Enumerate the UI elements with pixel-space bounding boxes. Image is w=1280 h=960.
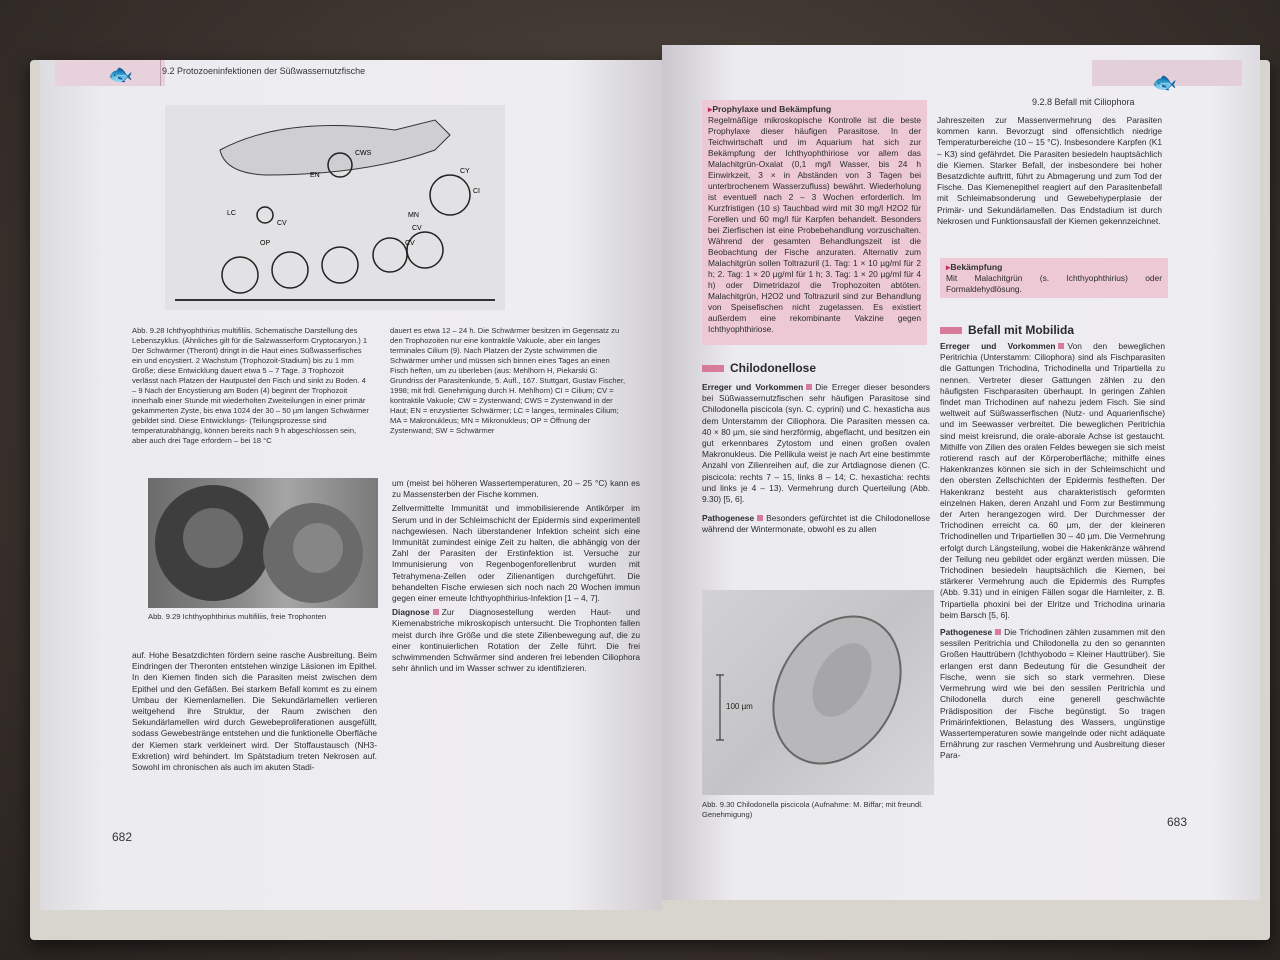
running-header-left: 9.2 Protozoeninfektionen der Süßwassernutzfische	[162, 66, 366, 76]
label-cv3: CV	[277, 220, 287, 227]
scale-bar-label: 100 µm	[726, 702, 753, 711]
chilodonellose-heading: Chilodonellose	[702, 361, 816, 375]
left-page-left-column	[132, 650, 377, 776]
bekaempfung-title: ▸ Bekämpfung	[946, 262, 1162, 273]
caption-9-28-part1: Abb. 9.28 Ichthyophthirius multifiliis. Schematische Darstellung des Lebenszyklus. (Ähnliches gilt für die Salzwasserform Cryptocaryon.) 1 Der Schwärmer (Theront) dringt in die Haut eines Süßwasserfisches ein und encystiert. 2 Wachstum (Trophozoit-Stadium) bis zu 1 mm Größe; diese Entwicklung dauert etwa 5 – 7 Tage. 3 Trophozoit verlässt nach Platzen der Hautpustel den Fisch und sinkt zu Boden. 4 – 9 Nach der Encystierung am Boden (4) beginnt der Trophozoit innerhalb einer Stunde mit wiederholten Zweiteilungen in einer primär gekammerten Zyste, bis etwa 1024 der 30 – 50 µm langen Schwärmer gebildet sind. Diese Entwicklungs- (Teilungsprozesse sind temperaturabhängig, können bereits nach 9 h abgeschlossen sein, aber auch drei Tage erfordern – bei 18 °C	[132, 326, 369, 445]
label-mn: MN	[408, 212, 419, 219]
figure-9-30-photo	[702, 590, 934, 795]
page-number-left: 682	[112, 830, 133, 844]
label-en: EN	[310, 172, 320, 179]
caption-9-29: Abb. 9.29 Ichthyophthirius multifiliis, freie Trophonten	[148, 612, 327, 621]
label-ci: CI	[473, 188, 480, 195]
running-header-right: 9.2.8 Befall mit Ciliophora	[1032, 97, 1135, 107]
paragraph: um (meist bei höheren Wassertemperaturen, 20 – 25 °C) kann es zu Massensterben der Fische kommen.	[392, 478, 640, 500]
mobilida-heading: Befall mit Mobilida	[940, 323, 1074, 337]
left-page	[40, 60, 662, 910]
diagnose-label: Diagnose	[392, 607, 442, 617]
mob-erreger-text: Von den beweglichen Peritrichia (Unterstamm: Ciliophora) sind als Fischparasiten die Gattungen Trichodina, Trichodinella und Tripartiella zu nennen. Vertreter dieser Gattungen zählen zu den häufigsten Fischparasiten überhaupt. In geringen Zahlen findet man Trichodinen auf nahezu jedem Fisch. Sie sind weltweit auf Süßwasserfischen (Nutz- und Aquarienfische) und im Seewasser verbreitet. Die beweglichen Peritrichia sind meist kreisrund, die orale-aborale Achse ist gestaucht. Mithilfe von Zilien des oralen Feldes bewegen sie sich meist rotierend rasch auf der Körperoberfläche; mithilfe eines Hakenkranzes können sie sich in der Schleimschicht und den obersten Zellschichten der Epidermis festheften. Der Hakenkranz besteht aus charakteristisch geformten einzelnen Haken, deren Anzahl und Form zur Bestimmung der Arten herangezogen wird. Der Durchmesser der Trichodinen erreicht ca. 60 µm, der der kleineren Trichodinellen und Tripartiellen 30 – 40 µm. Die Vermehrung erfolgt durch Längsteilung, wobei die Hakenkränze während der Teilung neu gebildet oder ergänzt werden müssen. Die Trichodinen besiedeln hauptsächlich die Kiemen, bei stärkerer Vermehrung auch die Epidermis des Rumpfes (Abb. 9.31) und in einigen Fällen sogar die Harnleiter, z. B. Tripartiella phoxini bei der Elritze und Trichodina urinaria beim Barsch [5, 6].	[940, 341, 1165, 620]
diagnose-paragraph: Diagnose Zur Diagnosestellung werden Haut- und Kiemenabstriche mikroskopisch untersucht. Die Trophonten fallen meist durch ihre Größe und die stete Zilienbewegung auf, die zu einer kontinuierlichen Rotation der Zelle führt. Die frei schwimmenden Schwärmer sind anderen frei lebenden Ciliophora sehr ähnlich und im Wasser schwer zu identifizieren.	[392, 607, 640, 674]
figure-9-28-lifecycle	[165, 105, 505, 310]
right-page-right-column	[937, 115, 1162, 230]
label-op: OP	[260, 240, 271, 247]
mobilida-section	[940, 341, 1165, 765]
lifecycle-diagram	[165, 105, 505, 310]
label-cv1: CV	[412, 225, 422, 232]
paragraph: auf. Hohe Besatzdichten fördern seine rasche Ausbreitung. Beim Eindringen der Theronten entstehen winzige Läsionen im Epithel. In den Kiemen finden sich die Parasiten meist zwischen dem Epithel und den Gefäßen. Bei starkem Befall kommt es zu einem Umbau der Kiemenlamellen. Die Sekundärlamellen verlieren weitgehend ihre Struktur, der Raum zwischen den Sekundärlamellen wird durch Gewebeproliferationen ausgefüllt, sodass Gewebestränge entstehen und die funktionelle Oberfläche der Kiemen stark verkleinert wird. Der Stoffaustausch (NH3-Exkretion) wird behindert. Im Spätstadium treten Nekrosen auf. Sowohl im chronischen als auch im akuten Stadi-	[132, 650, 377, 773]
chilodonella-photo	[702, 590, 934, 795]
trophonten-photo	[148, 478, 378, 608]
prophylaxe-title: ▸ Prophylaxe und Bekämpfung	[708, 104, 921, 115]
left-page-right-column	[392, 478, 640, 677]
header-divider	[160, 60, 161, 86]
prophylaxe-text: Regelmäßige mikroskopische Kontrolle ist die beste Prophylaxe dieser häufigen Parasitose. In der Teichwirtschaft und im Aquarium hat sich zur Bekämpfung der Ichthyophthiriose vor allem das Malachitgrün-Oxalat (0,1 mg/l Wasser, bis 24 h Einwirkzeit, 3 × in Abständen von 3 Tagen bei unterbrochenem Wasserzufluss) bewährt. Wiederholung ist eventuell nach 2 – 3 Wochen erforderlich. Im Kurzfristigen (10 s) Tauchbad wird mit 30 mg/l H2O2 für Forellen und 60 mg/l für Karpfen behandelt. Besonders bei Zierfischen ist eine Probebehandlung vorzuschalten. Während der gesamten Behandlungszeit ist die Beobachtung der Fische anzuraten. Alternativ zum Malachitgrün sollen Toltrazuril (1. Tag: 1 × 10 µg/ml für 2 h; 2. Tag: 1 × 20 µg/ml für 1 h; 3. Tag: 1 × 20 µg/ml für 4 h) oder Dimetridazol die Trophozoiten abtöten. Malachitgrün, H2O2 und Toltrazuril sind zur Behandlung von Speisefischen nicht zugelassen. Es existiert außerdem eine rekombinante Vakzine gegen Ichthyophthiriose.	[708, 115, 921, 334]
bekaempfung-box	[940, 258, 1168, 298]
fish-icon-right: 🐟	[1152, 72, 1177, 94]
mob-pathogenese-label: Pathogenese	[940, 627, 1004, 637]
mob-erreger-label: Erreger und Vorkommen	[940, 341, 1067, 351]
prophylaxe-box	[702, 100, 927, 345]
bekaempfung-text: Mit Malachitgrün (s. Ichthyophthirius) oder Formaldehydlösung.	[946, 273, 1162, 294]
erreger-section	[702, 382, 930, 539]
erreger-label: Erreger und Vorkommen	[702, 382, 815, 392]
erreger-text: Die Erreger dieser besonders bei Süßwassernutzfischen sehr häufigen Parasitose sind Chilodonella piscicola (syn. C. cyprini) und C. hexasticha aus dem Unterstamm der Ciliophora. Die Parasiten messen ca. 40 × 80 µm, sie sind herzförmig, abgeflacht, und besitzen ein gut erkennbares Zytostom und einen großen ovalen Makronukleus. Die Pellikula weist je nach Art eine bestimmte Anzahl von Zilienreihen auf, die zur Artdiagnose dienen (C. piscicola: rechts 7 – 15, links 8 – 14; C. hexasticha: rechts und links je 4 – 13). Vermehrung durch Querteilung (Abb. 9.30) [5, 6].	[702, 382, 930, 505]
paragraph: Zellvermittelte Immunität und immobilisierende Antikörper im Serum und in der Schleimschicht der Epidermis sind experimentell nachgewiesen. Nach überstandener Infektion scheint sich eine Immunität zumindest einige Zeit zu halten, die abhängig von der Zahl der Parasiten der Erstinfektion ist. Versuche zur Immunisierung von Regenbogenforellenbrut wurden mit Tetrahymena-Zellen oder Zilienantigen durchgeführt. Die behandelten Fische erwiesen sich noch nach 20 Wochen immun gegen einer erneute Ichthyophthirius-Infektion [1 – 4, 7].	[392, 503, 640, 604]
fish-icon-left: 🐟	[108, 64, 133, 86]
label-lc: LC	[227, 210, 236, 217]
caption-9-28-part2: dauert es etwa 12 – 24 h. Die Schwärmer besitzen im Gegensatz zu den Trophozoiten nur eine kontraktile Vakuole, aber ein langes terminales Cilium (9). Nach Platzen der Zyste schwimmen die Schwärmer umher und müssen sich binnen eines Tages an einen Fisch heften, um zu überleben (aus: Mehlhorn H, Piekarski G: Grundriss der Parasitenkunde, 5. Aufl., 167. Stuttgart, Gustav Fischer, 1998; mit frdl. Genehmigung durch H. Mehlhorn) CI = Cilium; CV = kontraktile Vakuole; CW = Zystenwand; CWS = Zystenwand in der Haut; EN = enzystierter Schwärmer; LC = langes, terminales Cilium; MA = Makronukleus; MN = Mikronukleus; OP = Öffnung der Zystenwand; SW = Schwärmer	[390, 326, 626, 435]
label-cy: CY	[460, 168, 470, 175]
pathogenese-label: Pathogenese	[702, 513, 766, 523]
mob-pathogenese-text: Die Trichodinen zählen zusammen mit den sessilen Peritrichia und Chilodonella zu den so genannten Großen Hauttrübern (Ichthyobodo = Kleiner Hauttrüber). Sie erlangen erst dann Bedeutung für die Gesundheit der Fische, wenn sie sich so stark vermehren. Diese Vermehrung wird wie bei den sessilen Peritrichia und Chilodonella durch eine generell geschwächte Prädisposition der Fische begünstigt. So tragen Primärinfektionen, Belastung des Wassers, ungünstige Wassertemperaturen sowie mangelnde oder nicht adäquate Ernährung zur raschen Vermehrung und Ausbreitung dieser Para-	[940, 627, 1165, 761]
paragraph: Jahreszeiten zur Massenvermehrung des Parasiten kommen kann. Bevorzugt sind offensichtlich niedrige Temperaturbereiche (10 – 15 °C). Insbesondere Karpfen (K1 – K3) sind gefährdet. Die Parasiten besiedeln hauptsächlich die Kiemen. Starker Befall, der insbesondere bei hoher Besatzdichte auftritt, führt zu Abmagerung und zum Tod der Fische. Das Kiemenepithel reagiert auf den Parasitenbefall mit Schleimabsonderung und Gewebehyperplasie der Primär- und Sekundärlamellen. Das Endstadium ist durch Nekrosen und Funktionsausfall der Kiemen gekennzeichnet.	[937, 115, 1162, 226]
right-page	[662, 45, 1260, 900]
figure-9-29-photo	[148, 478, 378, 608]
label-cv2: CV	[405, 240, 415, 247]
pathogenese-text: Besonders gefürchtet ist die Chilodonellose während der Wintermonate, obwohl es zu allen	[702, 513, 930, 535]
caption-9-30: Abb. 9.30 Chilodonella piscicola (Aufnahme: M. Biffar; mit freundl. Genehmigung)	[702, 800, 924, 819]
label-cws: CWS	[355, 150, 372, 157]
page-number-right: 683	[1167, 815, 1188, 829]
